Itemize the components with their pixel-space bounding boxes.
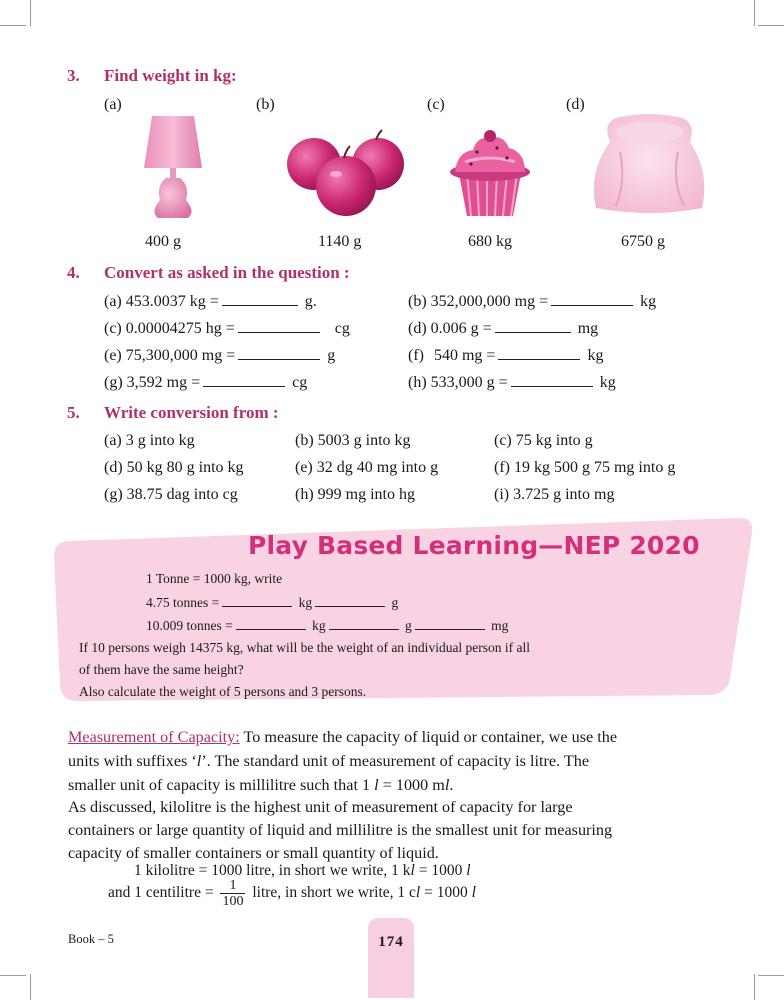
- question-5-title: Write conversion from :: [104, 403, 279, 422]
- answer-blank[interactable]: [511, 385, 593, 387]
- q4-unit: cg: [334, 320, 350, 337]
- question-5-number: 5.: [67, 403, 80, 422]
- answer-blank[interactable]: [203, 385, 285, 387]
- answer-blank[interactable]: [222, 304, 298, 306]
- q4-item-b: [408, 293, 656, 311]
- q4-label: (g): [104, 374, 123, 391]
- q5-text: 19 kg 500 g 75 mg into g: [513, 459, 676, 476]
- crop-mark: [754, 974, 755, 1000]
- q4-left: 453.0037 kg =: [125, 293, 219, 310]
- q3-label-d: (d): [566, 96, 585, 113]
- pbl-unit: g: [391, 595, 399, 610]
- q5-label: (g): [104, 486, 123, 503]
- q5-label: (c): [494, 432, 512, 449]
- q5-text: 75 kg into g: [515, 432, 593, 449]
- capacity-heading: Measurement of Capacity:: [68, 728, 240, 746]
- litre-symbol: l: [410, 862, 415, 879]
- q4-left: 0.00004275 hg =: [125, 320, 235, 337]
- q4-unit: kg: [587, 347, 604, 364]
- formula-text: = 1000: [414, 862, 467, 879]
- formula-text: = 1000: [420, 884, 472, 902]
- capacity-text: units with suffixes ‘: [68, 752, 197, 770]
- q5-item-c: [494, 432, 593, 450]
- q4-label: (c): [104, 320, 122, 337]
- page-number-tab: [368, 918, 414, 998]
- answer-blank[interactable]: [495, 331, 571, 333]
- answer-blank[interactable]: [498, 358, 580, 360]
- question-4-title: Convert as asked in the question :: [104, 263, 350, 282]
- q4-unit: mg: [577, 320, 599, 337]
- crop-mark: [30, 0, 31, 26]
- crop-mark: [30, 974, 31, 1000]
- pbl-line-1: 1 Tonne = 1000 kg, write: [146, 571, 283, 586]
- q4-left: 352,000,000 mg =: [430, 293, 549, 310]
- answer-blank[interactable]: [236, 628, 306, 630]
- formula-text: 1 kilolitre = 1000 litre, in short we write, 1 k: [134, 862, 411, 879]
- question-3-number: 3.: [67, 66, 80, 85]
- q5-text: 3.725 g into mg: [513, 486, 615, 503]
- q5-label: (a): [104, 432, 122, 449]
- pbl-line-2: [146, 595, 398, 611]
- q5-item-a: [104, 432, 195, 450]
- q5-text: 50 kg 80 g into kg: [126, 459, 244, 476]
- q5-text: 5003 g into kg: [317, 432, 411, 449]
- cupcake-image: [447, 126, 533, 218]
- litre-symbol: l: [196, 752, 202, 770]
- q5-label: (i): [494, 486, 510, 503]
- litre-symbol: l: [374, 776, 379, 794]
- q5-text: 38.75 dag into cg: [126, 486, 238, 503]
- answer-blank[interactable]: [415, 628, 485, 630]
- litre-symbol: l: [466, 862, 471, 879]
- capacity-para-line-2: [68, 752, 589, 771]
- capacity-para-line-3: [68, 776, 453, 795]
- fraction-one-hundredth: [220, 878, 245, 909]
- crop-mark: [0, 975, 26, 976]
- q5-item-h: [295, 486, 415, 504]
- q5-item-b: [295, 432, 411, 450]
- q4-item-h: [408, 374, 616, 392]
- crop-mark: [758, 25, 784, 26]
- q5-text: 999 mg into hg: [317, 486, 415, 503]
- page-number: 174: [378, 934, 404, 950]
- centilitre-formula: [108, 878, 476, 909]
- answer-blank[interactable]: [222, 605, 292, 607]
- capacity-para-line-4: As discussed, kilolitre is the highest unit of measurement of capacity for large: [68, 798, 573, 816]
- book-label: Book – 5: [68, 932, 114, 946]
- q5-item-e: [295, 459, 438, 477]
- question-3-title: Find weight in kg:: [104, 66, 237, 85]
- pbl-text: 10.009 tonnes =: [146, 618, 233, 633]
- pbl-line-3: [146, 618, 508, 634]
- q4-unit: kg: [599, 374, 616, 391]
- litre-symbol: l: [415, 884, 421, 902]
- crop-mark: [0, 25, 26, 26]
- q5-label: (f): [494, 459, 510, 476]
- q4-item-a: [104, 293, 317, 311]
- q4-unit: g.: [304, 293, 317, 310]
- litre-symbol: l: [444, 776, 450, 794]
- fraction-denominator: 100: [222, 894, 244, 909]
- answer-blank[interactable]: [551, 304, 633, 306]
- q4-item-g: [104, 374, 307, 392]
- q5-item-f: [494, 459, 675, 477]
- q3-label-c: (c): [427, 96, 445, 113]
- q5-item-i: [494, 486, 614, 504]
- q4-label: (f): [408, 347, 424, 364]
- q3-weight-b: 1140 g: [318, 233, 362, 250]
- pbl-unit: mg: [491, 618, 509, 633]
- capacity-para-line-5: containers or large quantity of liquid and millilitre is the smallest unit for measuring: [68, 821, 613, 839]
- q4-item-e: [104, 347, 335, 365]
- fraction-numerator: 1: [220, 878, 245, 894]
- q5-text: 3 g into kg: [125, 432, 195, 449]
- q4-label: (e): [104, 347, 122, 364]
- litre-symbol: l: [471, 884, 476, 902]
- q5-text: 32 dg 40 mg into g: [316, 459, 439, 476]
- answer-blank[interactable]: [238, 358, 320, 360]
- q4-label: (a): [104, 293, 122, 310]
- q4-label: (h): [408, 374, 427, 391]
- play-based-learning-title: Play Based Learning—NEP 2020: [248, 531, 700, 560]
- question-4-number: 4.: [67, 263, 80, 282]
- q4-item-c: [104, 320, 350, 338]
- crop-mark: [754, 0, 755, 26]
- q4-left: 540 mg =: [433, 347, 496, 364]
- q5-label: (d): [104, 459, 123, 476]
- q5-label: (e): [295, 459, 313, 476]
- capacity-text: smaller unit of capacity is millilitre such that 1: [68, 776, 375, 794]
- answer-blank[interactable]: [329, 628, 399, 630]
- pbl-line-5: of them have the same height?: [79, 662, 244, 677]
- capacity-text: To measure the capacity of liquid or container, we use the: [239, 728, 618, 746]
- q4-left: 533,000 g =: [430, 374, 508, 391]
- apples-image: [286, 124, 406, 220]
- q3-weight-c: 680 kg: [468, 233, 512, 250]
- q5-label: (b): [295, 432, 314, 449]
- crop-mark: [758, 975, 784, 976]
- pbl-unit: g: [405, 618, 412, 633]
- pbl-text: 4.75 tonnes =: [146, 595, 220, 610]
- q5-item-g: [104, 486, 238, 504]
- q3-weight-d: 6750 g: [621, 233, 665, 250]
- formula-text: and 1 centilitre =: [108, 884, 218, 902]
- q4-item-f: [408, 347, 603, 365]
- capacity-para-line-1: [68, 728, 617, 747]
- q5-item-d: [104, 459, 244, 477]
- answer-blank[interactable]: [315, 605, 385, 607]
- q3-label-b: (b): [256, 96, 275, 113]
- q4-unit: kg: [640, 293, 657, 310]
- lamp-image: [140, 112, 206, 224]
- formula-text: litre, in short we write, 1 c: [248, 884, 416, 902]
- pbl-unit: kg: [298, 595, 313, 610]
- q4-unit: g: [327, 347, 336, 364]
- pbl-line-6: Also calculate the weight of 5 persons and 3 persons.: [79, 684, 367, 699]
- answer-blank[interactable]: [238, 331, 320, 333]
- capacity-text: = 1000 m: [378, 776, 445, 794]
- capacity-text: ’. The standard unit of measurement of capacity is litre. The: [201, 752, 590, 770]
- capacity-para-line-6: capacity of smaller containers or small quantity of liquid.: [68, 844, 439, 862]
- q4-label: (b): [408, 293, 427, 310]
- q3-label-a: (a): [104, 96, 122, 113]
- sack-image: [586, 112, 712, 216]
- q4-left: 75,300,000 mg =: [125, 347, 236, 364]
- capacity-text: .: [449, 776, 454, 794]
- pbl-line-4: If 10 persons weigh 14375 kg, what will be the weight of an individual person if all: [79, 640, 531, 655]
- q5-label: (h): [295, 486, 314, 503]
- pbl-unit: kg: [312, 618, 326, 633]
- q3-weight-a: 400 g: [145, 233, 181, 250]
- q4-item-d: [408, 320, 598, 338]
- q4-label: (d): [408, 320, 427, 337]
- q4-left: 3,592 mg =: [126, 374, 201, 391]
- q4-left: 0.006 g =: [430, 320, 492, 337]
- q4-unit: cg: [292, 374, 308, 391]
